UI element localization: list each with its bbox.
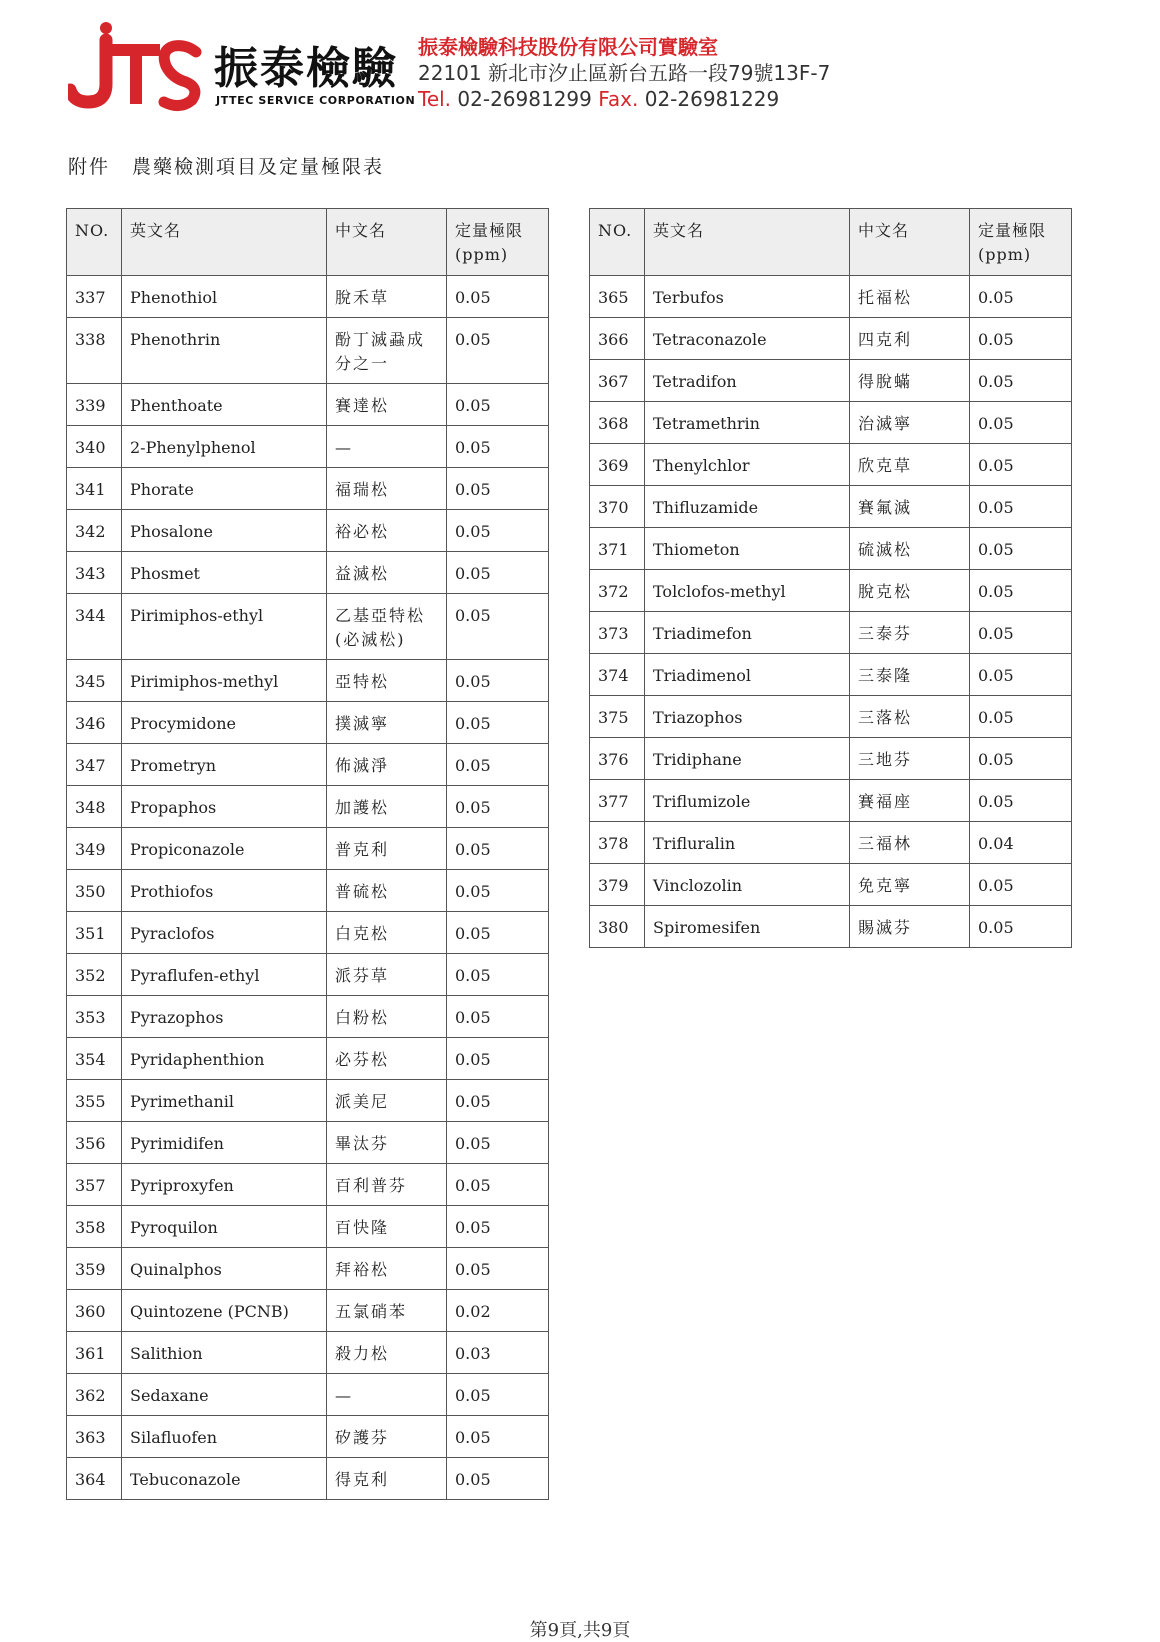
cell-chinese-name: 亞特松 [327, 660, 447, 702]
table-row [67, 912, 549, 954]
cell-limit: 0.03 [447, 1332, 549, 1374]
table-row [67, 744, 549, 786]
cell-chinese-name: 賽達松 [327, 384, 447, 426]
table-header-row [67, 209, 549, 276]
cell-chinese-name: 撲滅寧 [327, 702, 447, 744]
cell-limit: 0.05 [447, 594, 549, 660]
cell-limit: 0.05 [970, 486, 1072, 528]
table-row [67, 954, 549, 996]
cell-chinese-name: 畢汰芬 [327, 1122, 447, 1164]
cell-chinese-name: 拜裕松 [327, 1248, 447, 1290]
cell-no: 361 [67, 1332, 122, 1374]
header-chinese-name: 中文名 [850, 209, 970, 276]
header-limit [970, 209, 1072, 276]
table-row [67, 594, 549, 660]
cell-no: 373 [590, 612, 645, 654]
table-row [590, 696, 1072, 738]
cell-chinese-name: 殺力松 [327, 1332, 447, 1374]
cell-limit: 0.05 [447, 276, 549, 318]
table-row [67, 1290, 549, 1332]
cell-no: 366 [590, 318, 645, 360]
cell-english-name: Prometryn [122, 744, 327, 786]
cell-limit: 0.05 [970, 444, 1072, 486]
cell-no: 349 [67, 828, 122, 870]
cell-english-name: Pyriproxyfen [122, 1164, 327, 1206]
cell-limit: 0.05 [970, 696, 1072, 738]
cell-limit: 0.05 [447, 468, 549, 510]
cell-chinese-name: 脫禾草 [327, 276, 447, 318]
cell-chinese-name: 乙基亞特松(必滅松) [327, 594, 447, 660]
cell-chinese-name: 三泰芬 [850, 612, 970, 654]
cell-limit: 0.02 [447, 1290, 549, 1332]
cell-no: 363 [67, 1416, 122, 1458]
table-row [67, 1374, 549, 1416]
title-text: 農藥檢測項目及定量極限表 [132, 156, 385, 178]
cell-english-name: Procymidone [122, 702, 327, 744]
page-number: 第9頁,共9頁 [529, 1620, 631, 1641]
header-no: NO. [67, 209, 122, 276]
table-row [67, 870, 549, 912]
table-row [67, 702, 549, 744]
cell-chinese-name: 三落松 [850, 696, 970, 738]
cell-no: 371 [590, 528, 645, 570]
cell-no: 338 [67, 318, 122, 384]
cell-no: 377 [590, 780, 645, 822]
header-english-name: 英文名 [645, 209, 850, 276]
cell-english-name: Pyrimethanil [122, 1080, 327, 1122]
cell-chinese-name: 賽福座 [850, 780, 970, 822]
cell-limit: 0.05 [447, 1458, 549, 1500]
cell-limit: 0.05 [447, 660, 549, 702]
table-row [67, 426, 549, 468]
cell-limit: 0.05 [970, 318, 1072, 360]
company-logo-icon [68, 22, 203, 112]
cell-english-name: Pirimiphos-methyl [122, 660, 327, 702]
cell-english-name: Pyridaphenthion [122, 1038, 327, 1080]
header-limit-unit: (ppm) [455, 245, 509, 264]
cell-limit: 0.05 [447, 786, 549, 828]
cell-no: 379 [590, 864, 645, 906]
cell-chinese-name: 得克利 [327, 1458, 447, 1500]
header-limit-unit: (ppm) [978, 245, 1032, 264]
fax-label: Fax. [598, 87, 639, 111]
cell-chinese-name: 必芬松 [327, 1038, 447, 1080]
cell-chinese-name: 四克利 [850, 318, 970, 360]
company-name: 振泰檢驗科技股份有限公司實驗室 [418, 35, 718, 59]
cell-no: 351 [67, 912, 122, 954]
cell-english-name: Salithion [122, 1332, 327, 1374]
company-address: 22101 新北市汐止區新台五路一段79號13F-7 [418, 61, 831, 85]
cell-english-name: Tolclofos-methyl [645, 570, 850, 612]
cell-limit: 0.05 [447, 828, 549, 870]
cell-english-name: Phorate [122, 468, 327, 510]
table-row [67, 468, 549, 510]
cell-no: 347 [67, 744, 122, 786]
cell-limit: 0.05 [970, 570, 1072, 612]
cell-no: 342 [67, 510, 122, 552]
cell-no: 375 [590, 696, 645, 738]
cell-chinese-name: 托福松 [850, 276, 970, 318]
cell-english-name: 2-Phenylphenol [122, 426, 327, 468]
pesticide-table-left [66, 208, 549, 1500]
cell-limit: 0.05 [447, 426, 549, 468]
cell-no: 344 [67, 594, 122, 660]
cell-english-name: Trifluralin [645, 822, 850, 864]
cell-limit: 0.05 [447, 1122, 549, 1164]
cell-no: 367 [590, 360, 645, 402]
cell-limit: 0.05 [447, 954, 549, 996]
cell-english-name: Pirimiphos-ethyl [122, 594, 327, 660]
cell-no: 355 [67, 1080, 122, 1122]
cell-no: 368 [590, 402, 645, 444]
cell-no: 380 [590, 906, 645, 948]
cell-limit: 0.05 [970, 402, 1072, 444]
table-row [590, 276, 1072, 318]
tel-number: 02-26981299 [457, 87, 592, 111]
cell-english-name: Thiometon [645, 528, 850, 570]
cell-english-name: Tebuconazole [122, 1458, 327, 1500]
cell-english-name: Tridiphane [645, 738, 850, 780]
cell-limit: 0.05 [970, 276, 1072, 318]
cell-limit: 0.05 [447, 870, 549, 912]
table-row [67, 552, 549, 594]
cell-limit: 0.05 [447, 318, 549, 384]
title-prefix: 附件 [68, 156, 111, 178]
cell-english-name: Sedaxane [122, 1374, 327, 1416]
header-english-name: 英文名 [122, 209, 327, 276]
cell-limit: 0.05 [447, 1206, 549, 1248]
cell-chinese-name: 普硫松 [327, 870, 447, 912]
table-row [67, 1248, 549, 1290]
table-row [590, 738, 1072, 780]
table-row [67, 660, 549, 702]
cell-chinese-name: — [327, 1374, 447, 1416]
cell-chinese-name: 百快隆 [327, 1206, 447, 1248]
cell-chinese-name: 加護松 [327, 786, 447, 828]
cell-chinese-name: 脫克松 [850, 570, 970, 612]
cell-no: 374 [590, 654, 645, 696]
cell-no: 339 [67, 384, 122, 426]
header-no: NO. [590, 209, 645, 276]
cell-limit: 0.05 [970, 612, 1072, 654]
cell-no: 353 [67, 996, 122, 1038]
cell-english-name: Pyraclofos [122, 912, 327, 954]
cell-chinese-name: — [327, 426, 447, 468]
cell-english-name: Tetraconazole [645, 318, 850, 360]
table-row [590, 906, 1072, 948]
cell-limit: 0.05 [970, 360, 1072, 402]
cell-no: 337 [67, 276, 122, 318]
cell-limit: 0.05 [447, 1416, 549, 1458]
cell-limit: 0.05 [970, 906, 1072, 948]
cell-chinese-name: 福瑞松 [327, 468, 447, 510]
letterhead [68, 22, 1098, 112]
cell-no: 340 [67, 426, 122, 468]
cell-no: 354 [67, 1038, 122, 1080]
table-row [67, 276, 549, 318]
cell-chinese-name: 治滅寧 [850, 402, 970, 444]
cell-english-name: Phosalone [122, 510, 327, 552]
cell-english-name: Phosmet [122, 552, 327, 594]
table-row [67, 1206, 549, 1248]
table-row [67, 996, 549, 1038]
document-title [68, 152, 384, 179]
table-row [67, 786, 549, 828]
cell-no: 372 [590, 570, 645, 612]
company-info [418, 34, 830, 112]
cell-english-name: Quintozene (PCNB) [122, 1290, 327, 1332]
cell-limit: 0.05 [447, 384, 549, 426]
cell-limit: 0.05 [447, 552, 549, 594]
table-row [67, 1416, 549, 1458]
cell-english-name: Propiconazole [122, 828, 327, 870]
table-row [67, 1122, 549, 1164]
cell-english-name: Phenothiol [122, 276, 327, 318]
cell-no: 364 [67, 1458, 122, 1500]
table-row [590, 864, 1072, 906]
header-limit-label: 定量極限 [455, 221, 524, 240]
table-row [590, 822, 1072, 864]
cell-english-name: Triazophos [645, 696, 850, 738]
cell-limit: 0.05 [447, 1164, 549, 1206]
cell-no: 360 [67, 1290, 122, 1332]
cell-no: 341 [67, 468, 122, 510]
table-row [590, 528, 1072, 570]
table-row [590, 612, 1072, 654]
cell-english-name: Silafluofen [122, 1416, 327, 1458]
cell-chinese-name: 免克寧 [850, 864, 970, 906]
cell-no: 370 [590, 486, 645, 528]
cell-no: 356 [67, 1122, 122, 1164]
cell-limit: 0.05 [447, 1248, 549, 1290]
cell-english-name: Propaphos [122, 786, 327, 828]
cell-english-name: Quinalphos [122, 1248, 327, 1290]
table-row [67, 1332, 549, 1374]
cell-no: 346 [67, 702, 122, 744]
cell-chinese-name: 白粉松 [327, 996, 447, 1038]
table-row [590, 570, 1072, 612]
cell-english-name: Vinclozolin [645, 864, 850, 906]
table-row [590, 780, 1072, 822]
table-row [67, 1080, 549, 1122]
header-limit-label: 定量極限 [978, 221, 1047, 240]
cell-english-name: Triadimefon [645, 612, 850, 654]
table-body-right [590, 276, 1072, 948]
table-body-left [67, 276, 549, 1500]
cell-no: 352 [67, 954, 122, 996]
cell-limit: 0.05 [970, 780, 1072, 822]
logo-chinese-name: 振泰檢驗 [214, 43, 398, 94]
cell-limit: 0.05 [970, 528, 1072, 570]
table-header-row [590, 209, 1072, 276]
cell-limit: 0.05 [447, 510, 549, 552]
cell-chinese-name: 普克利 [327, 828, 447, 870]
table-row [590, 654, 1072, 696]
logo-english-name: JTTEC SERVICE CORPORATION [216, 94, 416, 107]
cell-limit: 0.05 [447, 1038, 549, 1080]
cell-chinese-name: 百利普芬 [327, 1164, 447, 1206]
cell-english-name: Pyraflufen-ethyl [122, 954, 327, 996]
cell-english-name: Tetradifon [645, 360, 850, 402]
cell-english-name: Tetramethrin [645, 402, 850, 444]
cell-no: 357 [67, 1164, 122, 1206]
cell-chinese-name: 欣克草 [850, 444, 970, 486]
cell-chinese-name: 賽氟滅 [850, 486, 970, 528]
cell-limit: 0.05 [970, 654, 1072, 696]
cell-english-name: Thenylchlor [645, 444, 850, 486]
table-row [67, 384, 549, 426]
cell-limit: 0.05 [970, 738, 1072, 780]
cell-english-name: Pyrazophos [122, 996, 327, 1038]
cell-no: 362 [67, 1374, 122, 1416]
cell-english-name: Spiromesifen [645, 906, 850, 948]
cell-chinese-name: 益滅松 [327, 552, 447, 594]
cell-limit: 0.05 [447, 1080, 549, 1122]
cell-limit: 0.04 [970, 822, 1072, 864]
cell-chinese-name: 佈滅淨 [327, 744, 447, 786]
cell-chinese-name: 五氯硝苯 [327, 1290, 447, 1332]
cell-chinese-name: 三福林 [850, 822, 970, 864]
table-row [590, 318, 1072, 360]
cell-chinese-name: 矽護芬 [327, 1416, 447, 1458]
cell-chinese-name: 派芬草 [327, 954, 447, 996]
cell-chinese-name: 三泰隆 [850, 654, 970, 696]
tel-label: Tel. [418, 87, 452, 111]
table-row [67, 1458, 549, 1500]
pesticide-table-right [589, 208, 1072, 948]
company-contact [418, 86, 830, 112]
table-row [67, 318, 549, 384]
cell-no: 378 [590, 822, 645, 864]
table-row [67, 510, 549, 552]
header-limit [447, 209, 549, 276]
cell-english-name: Phenthoate [122, 384, 327, 426]
table-row [590, 402, 1072, 444]
table-row [590, 486, 1072, 528]
table-row [590, 444, 1072, 486]
table-row [67, 1164, 549, 1206]
cell-limit: 0.05 [447, 1374, 549, 1416]
header-chinese-name: 中文名 [327, 209, 447, 276]
cell-limit: 0.05 [447, 996, 549, 1038]
cell-chinese-name: 硫滅松 [850, 528, 970, 570]
cell-english-name: Pyroquilon [122, 1206, 327, 1248]
cell-english-name: Phenothrin [122, 318, 327, 384]
cell-no: 348 [67, 786, 122, 828]
cell-no: 343 [67, 552, 122, 594]
cell-limit: 0.05 [447, 912, 549, 954]
cell-english-name: Triadimenol [645, 654, 850, 696]
cell-no: 358 [67, 1206, 122, 1248]
fax-number: 02-26981229 [644, 87, 780, 111]
cell-no: 376 [590, 738, 645, 780]
cell-no: 369 [590, 444, 645, 486]
cell-limit: 0.05 [970, 864, 1072, 906]
table-row [67, 1038, 549, 1080]
cell-english-name: Thifluzamide [645, 486, 850, 528]
cell-chinese-name: 三地芬 [850, 738, 970, 780]
cell-english-name: Pyrimidifen [122, 1122, 327, 1164]
table-row [590, 360, 1072, 402]
cell-no: 365 [590, 276, 645, 318]
cell-chinese-name: 派美尼 [327, 1080, 447, 1122]
cell-chinese-name: 得脫蟎 [850, 360, 970, 402]
cell-english-name: Prothiofos [122, 870, 327, 912]
cell-limit: 0.05 [447, 744, 549, 786]
cell-no: 345 [67, 660, 122, 702]
cell-chinese-name: 裕必松 [327, 510, 447, 552]
cell-english-name: Terbufos [645, 276, 850, 318]
cell-english-name: Triflumizole [645, 780, 850, 822]
table-row [67, 828, 549, 870]
cell-chinese-name: 酚丁滅蝨成分之一 [327, 318, 447, 384]
cell-no: 359 [67, 1248, 122, 1290]
cell-chinese-name: 賜滅芬 [850, 906, 970, 948]
cell-chinese-name: 白克松 [327, 912, 447, 954]
cell-limit: 0.05 [447, 702, 549, 744]
cell-no: 350 [67, 870, 122, 912]
